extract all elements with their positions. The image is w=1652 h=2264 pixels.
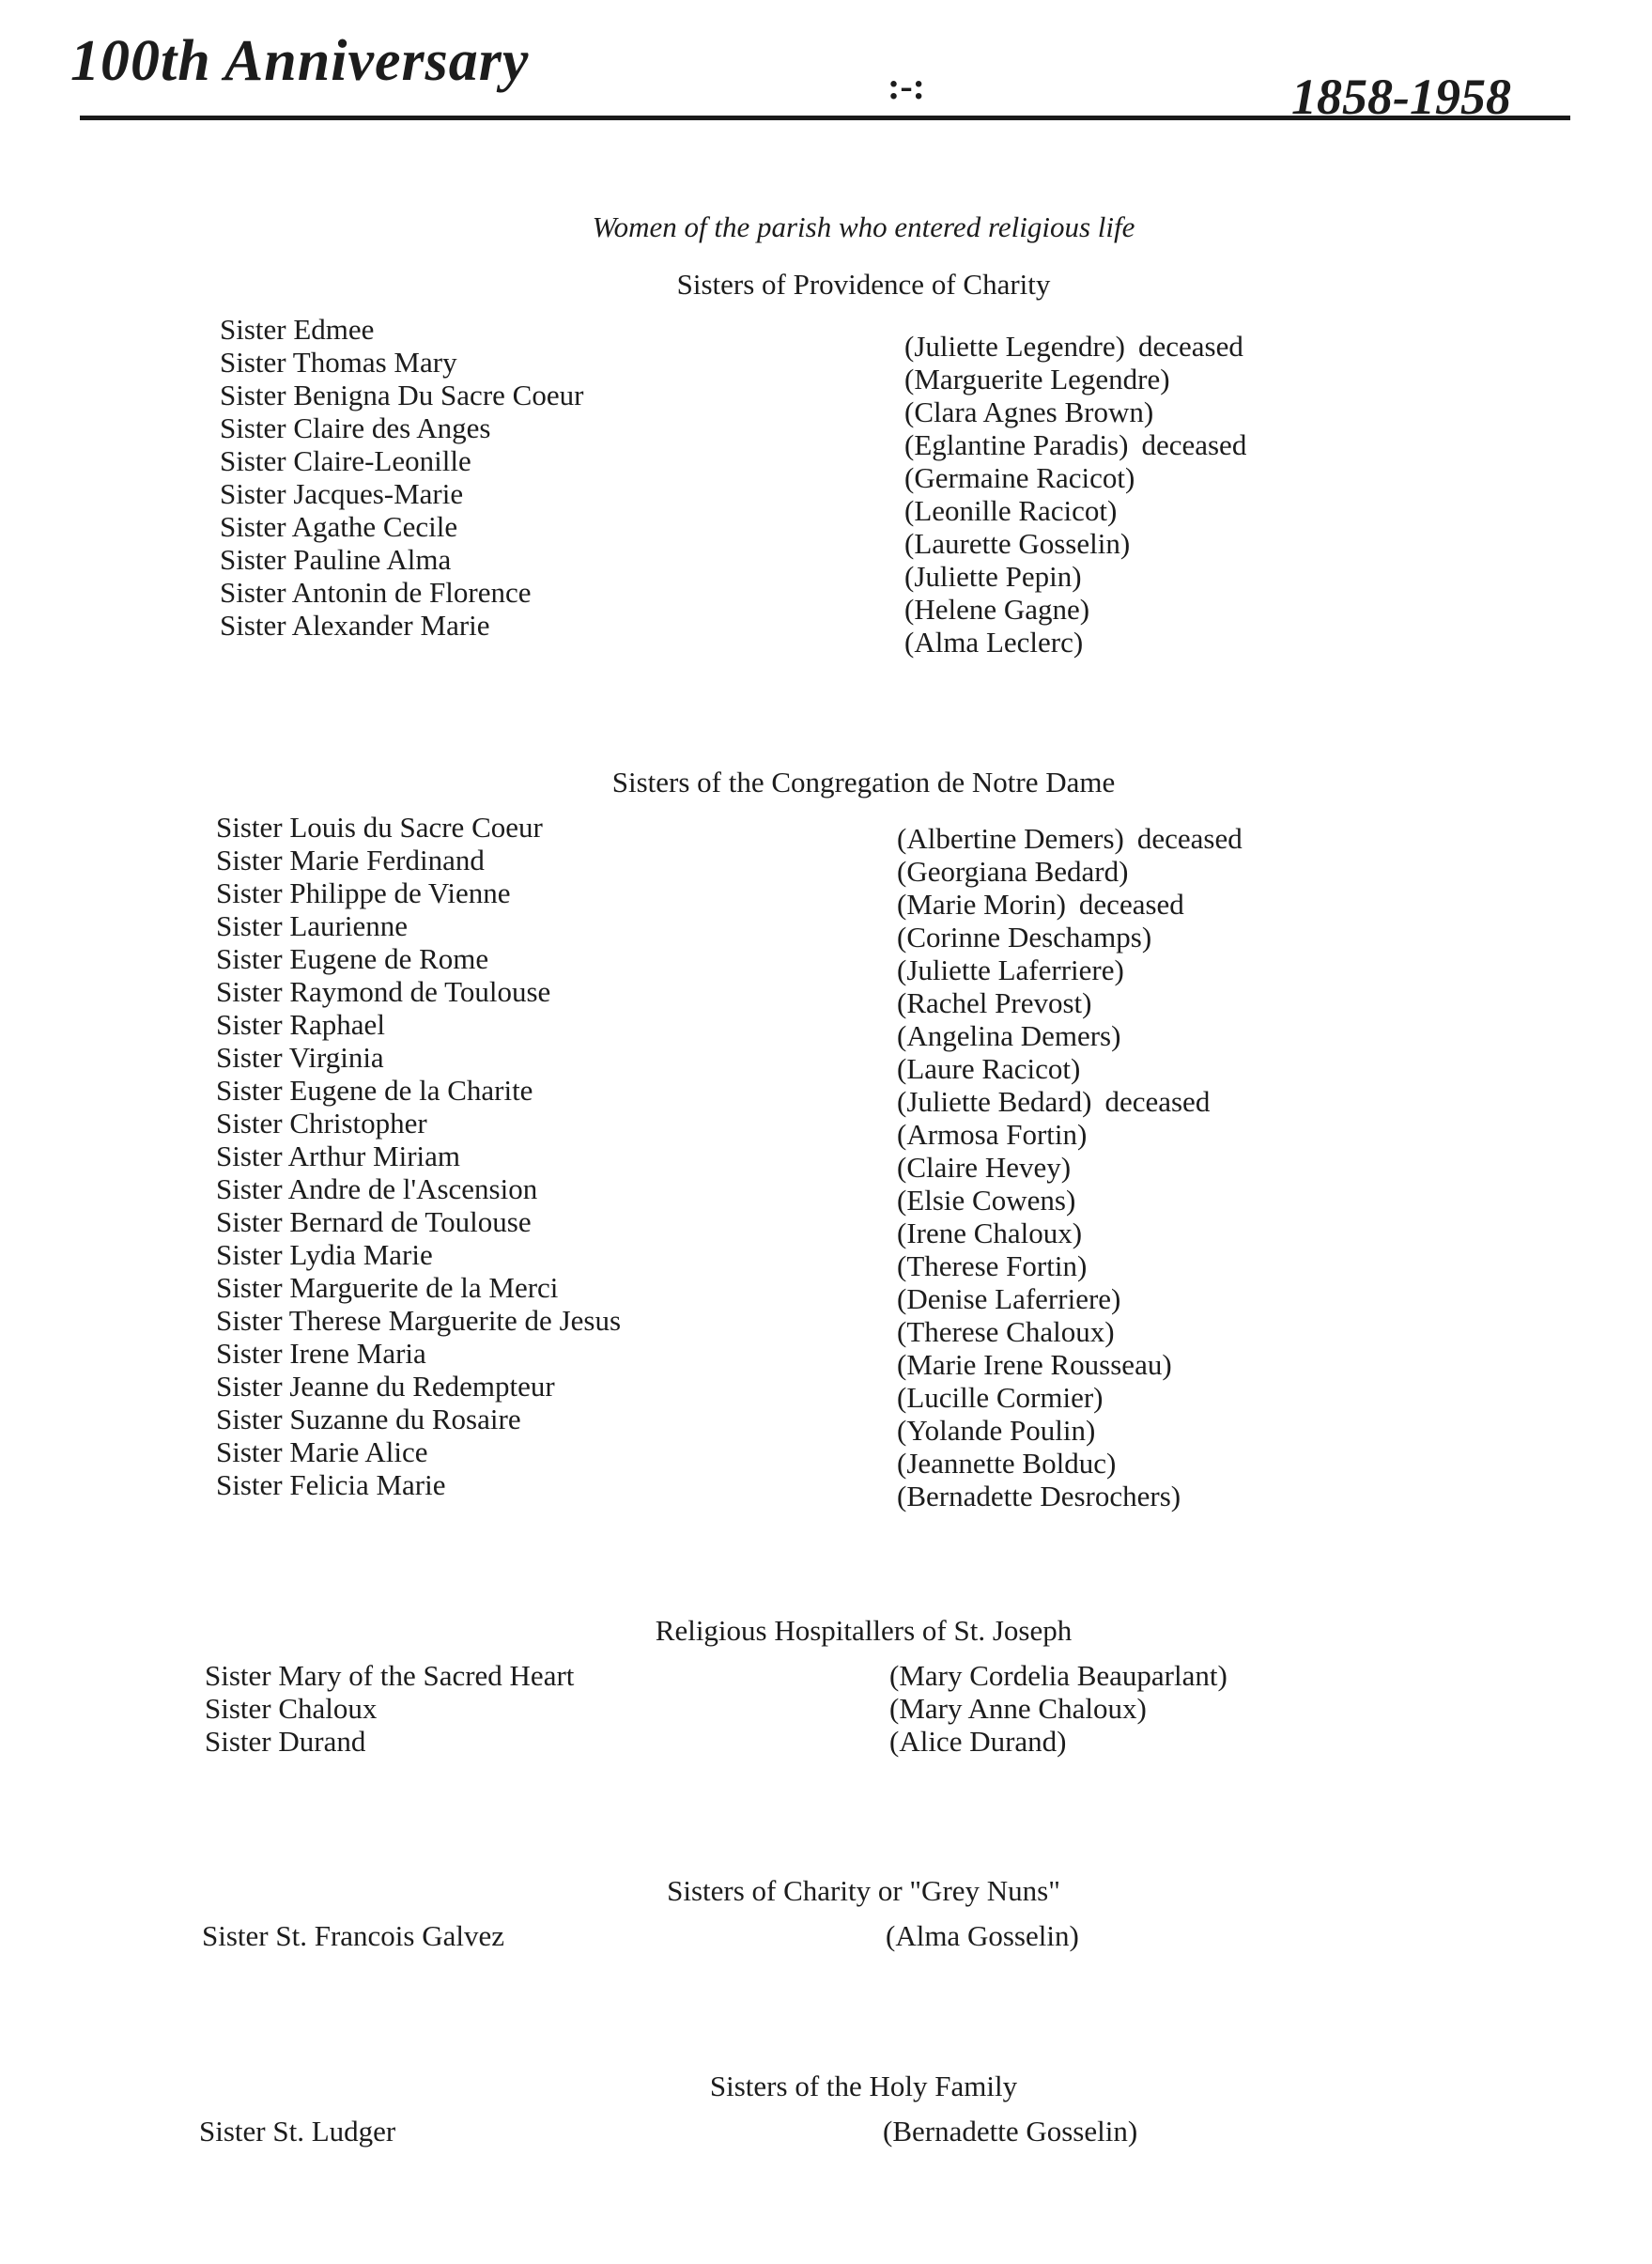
list-item bbox=[0, 1919, 1652, 1952]
religious-name: Sister Lydia Marie bbox=[216, 1238, 433, 1271]
birth-name-text: (Lucille Cormier) bbox=[897, 1381, 1104, 1414]
birth-name-text: (Therese Fortin) bbox=[897, 1249, 1088, 1282]
header-years: 1858-1958 bbox=[1291, 69, 1511, 125]
birth-name bbox=[897, 1480, 1181, 1512]
birth-name-text: (Jeannette Bolduc) bbox=[897, 1447, 1117, 1480]
list-item bbox=[0, 1403, 1652, 1447]
list-item bbox=[0, 1271, 1652, 1315]
list-item bbox=[0, 975, 1652, 1019]
birth-name-text: (Laurette Gosselin) bbox=[904, 527, 1131, 560]
list-item bbox=[0, 1041, 1652, 1085]
section-entries bbox=[0, 1659, 1652, 1758]
religious-name: Sister Benigna Du Sacre Coeur bbox=[220, 379, 584, 411]
birth-name bbox=[904, 626, 1083, 659]
religious-name: Sister Claire des Anges bbox=[220, 411, 491, 444]
religious-name: Sister Felicia Marie bbox=[216, 1468, 446, 1501]
birth-name-text: (Albertine Demers) bbox=[897, 822, 1124, 855]
religious-name: Sister Thomas Mary bbox=[220, 346, 457, 379]
birth-name-text: (Armosa Fortin) bbox=[897, 1118, 1088, 1151]
birth-name bbox=[883, 2115, 1137, 2148]
religious-name: Sister Marie Ferdinand bbox=[216, 844, 485, 876]
section-entries bbox=[0, 811, 1652, 1512]
status-label: deceased bbox=[1137, 330, 1243, 363]
section-entries bbox=[0, 1919, 1652, 1952]
birth-name-text: (Claire Hevey) bbox=[897, 1151, 1072, 1184]
birth-name-text: (Georgiana Bedard) bbox=[897, 855, 1129, 888]
birth-name-text: (Denise Laferriere) bbox=[897, 1282, 1121, 1315]
list-item bbox=[0, 1172, 1652, 1217]
birth-name-text: (Clara Agnes Brown) bbox=[904, 395, 1154, 428]
birth-name-text: (Elsie Cowens) bbox=[897, 1184, 1076, 1217]
religious-name: Sister Andre de l'Ascension bbox=[216, 1172, 538, 1205]
birth-name-text: (Alma Leclerc) bbox=[904, 626, 1084, 659]
section-entries bbox=[0, 313, 1652, 659]
birth-name bbox=[889, 1659, 1227, 1692]
religious-name: Sister Therese Marguerite de Jesus bbox=[216, 1304, 622, 1337]
status-label: deceased bbox=[1141, 428, 1247, 461]
religious-name: Sister Durand bbox=[205, 1725, 366, 1758]
religious-name: Sister Claire-Leonille bbox=[220, 444, 471, 477]
religious-name: Sister Marie Alice bbox=[216, 1435, 428, 1468]
birth-name bbox=[889, 1692, 1147, 1725]
birth-name-text: (Bernadette Gosselin) bbox=[883, 2115, 1138, 2148]
birth-name-text: (Bernadette Desrochers) bbox=[897, 1480, 1181, 1512]
birth-name-text: (Marie Irene Rousseau) bbox=[897, 1348, 1172, 1381]
religious-name: Sister Jeanne du Redempteur bbox=[216, 1370, 555, 1403]
birth-name-text: (Alma Gosselin) bbox=[886, 1919, 1079, 1952]
list-item bbox=[0, 1370, 1652, 1414]
birth-name-text: (Marguerite Legendre) bbox=[904, 363, 1170, 395]
section-entries bbox=[0, 2115, 1652, 2148]
list-item bbox=[0, 1008, 1652, 1052]
list-item bbox=[0, 1205, 1652, 1249]
birth-name bbox=[889, 1725, 1067, 1758]
status-label: deceased bbox=[1078, 888, 1184, 921]
list-item bbox=[0, 1725, 1652, 1758]
list-item bbox=[0, 2115, 1652, 2148]
birth-name-text: (Juliette Legendre) bbox=[904, 330, 1125, 363]
list-item bbox=[0, 1238, 1652, 1282]
list-item bbox=[0, 1659, 1652, 1692]
birth-name-text: (Alice Durand) bbox=[889, 1725, 1067, 1758]
birth-name-text: (Angelina Demers) bbox=[897, 1019, 1121, 1052]
section-title: Sisters of the Congregation de Notre Dame bbox=[611, 766, 1116, 799]
religious-name: Sister Marguerite de la Merci bbox=[216, 1271, 559, 1304]
religious-name: Sister Louis du Sacre Coeur bbox=[216, 811, 543, 844]
birth-name-text: (Marie Morin) bbox=[897, 888, 1066, 921]
birth-name-text: (Juliette Laferriere) bbox=[897, 954, 1124, 986]
religious-name: Sister Raphael bbox=[216, 1008, 385, 1041]
section-title: Sisters of the Holy Family bbox=[709, 2070, 1018, 2102]
religious-name: Sister Christopher bbox=[216, 1107, 427, 1140]
list-item bbox=[0, 1337, 1652, 1381]
birth-name-text: (Helene Gagne) bbox=[904, 593, 1090, 626]
religious-name: Sister Edmee bbox=[220, 313, 375, 346]
birth-name-text: (Mary Anne Chaloux) bbox=[889, 1692, 1147, 1725]
list-item bbox=[0, 909, 1652, 954]
list-item bbox=[0, 1468, 1652, 1512]
religious-name: Sister Bernard de Toulouse bbox=[216, 1205, 532, 1238]
list-item bbox=[0, 1692, 1652, 1725]
birth-name-text: (Yolande Poulin) bbox=[897, 1414, 1096, 1447]
section-title: Sisters of Providence of Charity bbox=[676, 268, 1051, 301]
religious-name: Sister Arthur Miriam bbox=[216, 1140, 461, 1172]
religious-name: Sister St. Ludger bbox=[199, 2115, 396, 2148]
list-item bbox=[0, 876, 1652, 921]
religious-name: Sister Laurienne bbox=[216, 909, 409, 942]
religious-name: Sister Eugene de Rome bbox=[216, 942, 489, 975]
birth-name-text: (Therese Chaloux) bbox=[897, 1315, 1115, 1348]
religious-name: Sister Jacques-Marie bbox=[220, 477, 464, 510]
birth-name-text: (Germaine Racicot) bbox=[904, 461, 1135, 494]
religious-name: Sister Philippe de Vienne bbox=[216, 876, 511, 909]
birth-name-text: (Irene Chaloux) bbox=[897, 1217, 1083, 1249]
status-label: deceased bbox=[1104, 1085, 1211, 1118]
list-item bbox=[0, 609, 1652, 659]
religious-name: Sister St. Francois Galvez bbox=[202, 1919, 505, 1952]
list-item bbox=[0, 1107, 1652, 1151]
page-title: Women of the parish who entered religious life bbox=[592, 210, 1135, 243]
religious-name: Sister Mary of the Sacred Heart bbox=[205, 1659, 575, 1692]
religious-name: Sister Eugene de la Charite bbox=[216, 1074, 533, 1107]
religious-name: Sister Pauline Alma bbox=[220, 543, 452, 576]
list-item bbox=[0, 1304, 1652, 1348]
status-label: deceased bbox=[1136, 822, 1243, 855]
list-item bbox=[0, 844, 1652, 888]
header-rule bbox=[80, 116, 1570, 120]
section-title: Sisters of Charity or "Grey Nuns" bbox=[667, 1874, 1060, 1907]
religious-name: Sister Chaloux bbox=[205, 1692, 378, 1725]
list-item bbox=[0, 942, 1652, 986]
religious-name: Sister Irene Maria bbox=[216, 1337, 426, 1370]
section-title: Religious Hospitallers of St. Joseph bbox=[655, 1614, 1073, 1647]
religious-name: Sister Antonin de Florence bbox=[220, 576, 532, 609]
religious-name: Sister Agathe Cecile bbox=[220, 510, 458, 543]
birth-name bbox=[886, 1919, 1079, 1952]
list-item bbox=[0, 811, 1652, 855]
birth-name-text: (Juliette Bedard) bbox=[897, 1085, 1092, 1118]
birth-name-text: (Corinne Deschamps) bbox=[897, 921, 1152, 954]
header-title: 100th Anniversary bbox=[70, 29, 530, 93]
birth-name-text: (Mary Cordelia Beauparlant) bbox=[889, 1659, 1227, 1692]
birth-name-text: (Eglantine Paradis) bbox=[904, 428, 1129, 461]
list-item bbox=[0, 1140, 1652, 1184]
birth-name-text: (Rachel Prevost) bbox=[897, 986, 1092, 1019]
header-ornament: :-: bbox=[888, 65, 925, 107]
birth-name-text: (Laure Racicot) bbox=[897, 1052, 1081, 1085]
birth-name-text: (Leonille Racicot) bbox=[904, 494, 1118, 527]
page-header bbox=[0, 0, 1652, 169]
birth-name-text: (Juliette Pepin) bbox=[904, 560, 1082, 593]
religious-name: Sister Suzanne du Rosaire bbox=[216, 1403, 521, 1435]
religious-name: Sister Raymond de Toulouse bbox=[216, 975, 551, 1008]
religious-name: Sister Virginia bbox=[216, 1041, 384, 1074]
list-item bbox=[0, 1435, 1652, 1480]
list-item bbox=[0, 1074, 1652, 1118]
religious-name: Sister Alexander Marie bbox=[220, 609, 490, 642]
